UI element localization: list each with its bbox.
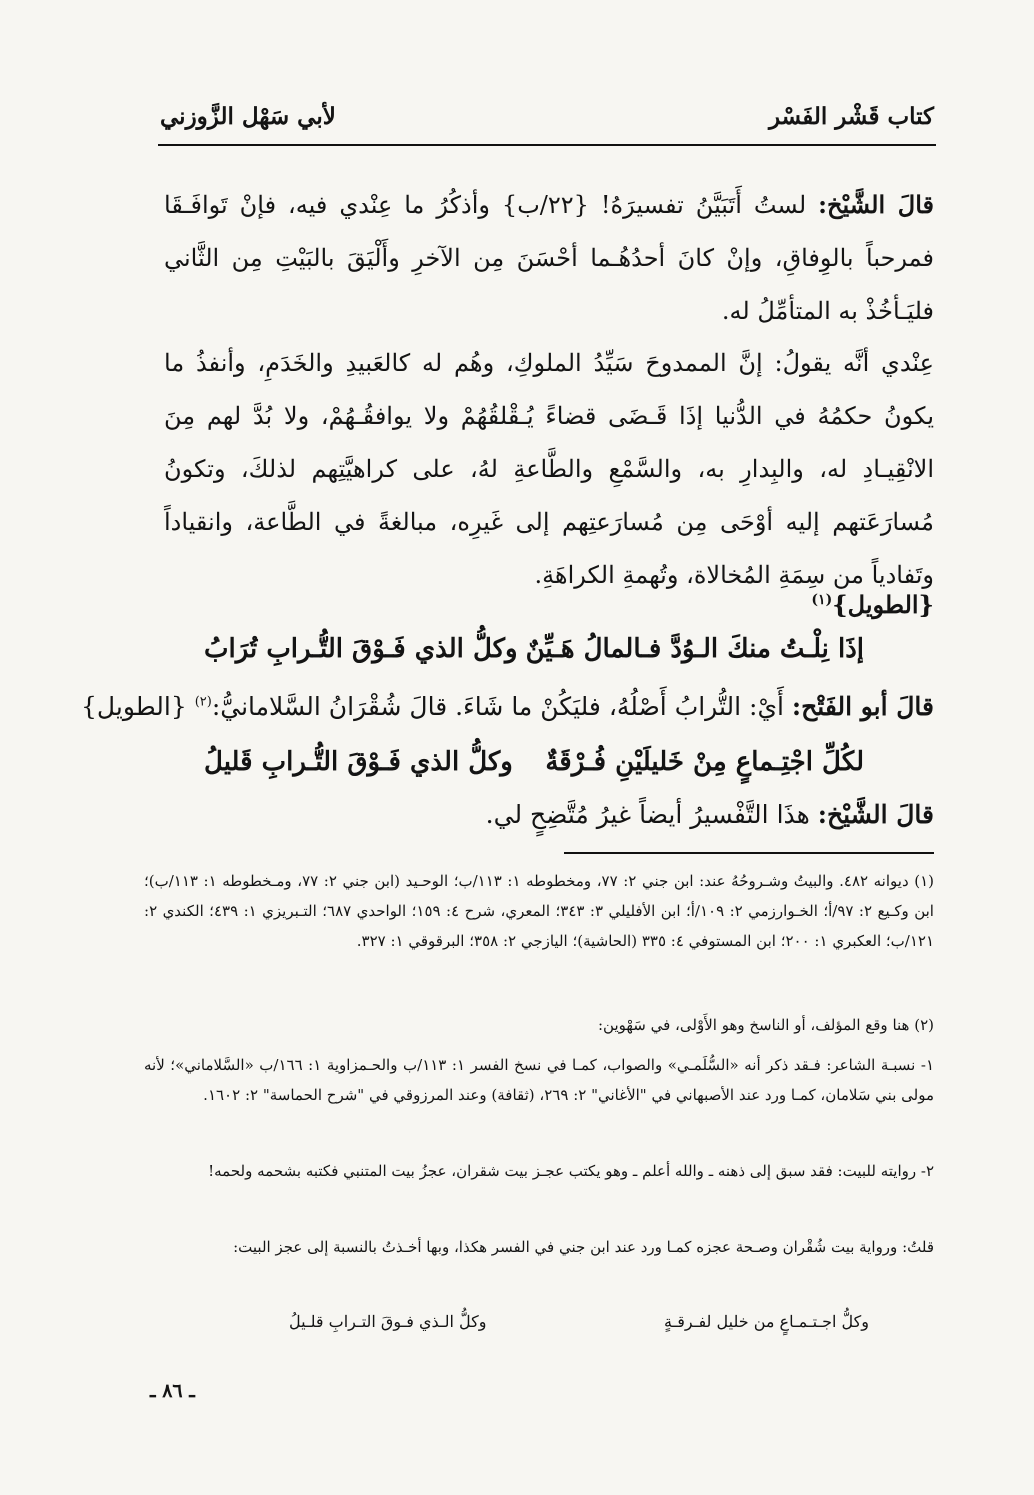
footnote-2-note: قلتُ: ورواية بيت شُقْران وصـحة عجزه كمـا ورد عند ابن جني في الفسر هكذا، وبها أخـذتُ بالنسبة إلى عجز البيت: bbox=[233, 1238, 934, 1256]
footnote-2-intro: (٢) هنا وقع المؤلف، أو الناسخ وهو الأَوْلى، في سَهْوين: bbox=[597, 1016, 934, 1034]
footnote-2-item-1: ١- نسبـة الشاعر: فـقد ذكر أنه «السُّلَمـي» والصواب، كمـا في نسخ الفسر ١: ١١٣/ب والحـمزاوية ١: ١٦٦/ب «السَّلاماني»؛ لأنه مولى بني سَلامان، كمـا ورد عند الأصبهاني في "الأغاني" ٢: ٢٦٩، (ثقافة) وعند المرزوقي في "شرح الحماسة" ٢: ١٦٠٢. bbox=[144, 1056, 935, 1104]
second-hemistich: وكلُّ الـذي فـوقَ التـرابِ قلـيلُ bbox=[289, 1312, 487, 1331]
header-rule bbox=[158, 144, 936, 146]
running-head-author: لأبي سَهْل الزَّوزني bbox=[160, 103, 336, 130]
first-hemistich: إذَا نِلْـتُ منكَ الـوُدَّ فـالمالُ هَـيِّنٌ bbox=[525, 634, 864, 664]
footnote-ref: (٢) bbox=[194, 694, 212, 710]
paragraph-commentary-1 bbox=[164, 178, 934, 338]
paragraph-text: لستُ أَتَبَيَّنُ تفسيرَهُ! {٢٢/ب} وأذكُرُ ما عِنْدي فيه، فإنْ تَوافَـقَا فمرحباً بالوِفاقِ، وإنْ كانَ أحدُهُـما أحْسَنَ مِن الآخرِ وأَلْيَقَ بالبَيْتِ مِن الثَّاني فليَـأخُذْ به المتأمِّلُ له. bbox=[164, 191, 934, 325]
footnote-verse bbox=[289, 1312, 869, 1331]
page-number: ـ ٨٦ ـ bbox=[150, 1380, 195, 1402]
speaker-label: قالَ الشَّيْخ: bbox=[817, 800, 934, 829]
commentary-text: هذَا التَّفْسيرُ أيضاً غيرُ مُتَّضِحٍ لي. bbox=[485, 800, 810, 829]
first-hemistich: لكُلِّ اجْتِـماعٍ مِنْ خَليلَيْنِ فُـرْقَةٌ bbox=[545, 747, 864, 777]
commentary-line-shaykh bbox=[144, 800, 934, 829]
second-hemistich: وكلُّ الذي فَـوْقَ التُّـرابِ تُرَابُ bbox=[204, 634, 518, 664]
paragraph-commentary-2 bbox=[164, 337, 934, 602]
footnote-separator bbox=[564, 852, 934, 854]
meter-name: {الطويل} bbox=[81, 692, 187, 721]
commentary-text: أَيْ: التُّرابُ أَصْلُهُ، فليَكُنْ ما شَاءَ. قالَ شُقْرَانُ السَّلامانيُّ: bbox=[211, 692, 784, 721]
first-hemistich: وكلُّ اجـتـمـاعٍ من خليل لفـرقـةٍ bbox=[664, 1312, 869, 1331]
meter-label bbox=[811, 590, 934, 619]
footnote-1: (١) ديوانه ٤٨٢. والبيتُ وشـروحُهُ عند: ابن جني ٢: ٧٧، ومخطوطه ١: ١١٣/ب؛ الوحـيد (ابن جني ٢: ٧٧، ومـخطوطه ١: ١١٣/ب)؛ ابن وكـيع ٢: ٩٧/أ؛ الخـوارزمي ٢: ١٠٩/أ؛ ابن الأفليلي ٣: ٣٤٣؛ المعري، شرح ٤: ١٥٩؛ الواحدي ٦٨٧؛ التـبريزي ١: ٤٣٩؛ الكندي ٢: ١٢١/ب؛ العكبري ١: ٢٠٠؛ ابن المستوفي ٤: ٣٣٥ (الحاشية)؛ اليازجي ٢: ٣٥٨؛ البرقوقي ١: ٣٢٧. bbox=[144, 872, 934, 950]
second-hemistich: وكلُّ الذي فَـوْقَ التُّـرابِ قَليلُ bbox=[204, 747, 513, 777]
paragraph-text: عِنْدي أنَّه يقولُ: إنَّ الممدوحَ سَيِّدُ الملوكِ، وهُم له كالعَبيدِ والخَدَمِ، وأنفذُ ما يكونُ حكمُهُ في الدُّنيا إذَا قَـضَى قضاءً يُـقْلقُهُمْ ولا يوافقُـهُمْ، ولا بُدَّ لهم مِنَ الانْقِيـادِ له، والبِدارِ به، والسَّمْعِ والطَّاعةِ لهُ، على كراهيَّتِهم لذلكَ، وتكونُ مُسارَعَتهم إليه أوْحَى مِن مُسارَعتِهم إلى غَيرِه، مبالغةً في الطَّاعة، وانقياداً وتَفادياً من سِمَةِ المُخالاة، وتُهمةِ الكراهَةِ. bbox=[164, 349, 934, 589]
meter-name: {الطويل} bbox=[832, 590, 934, 619]
commentary-line-abulfath bbox=[81, 692, 934, 721]
verse-line bbox=[204, 747, 864, 777]
verse-line bbox=[204, 634, 864, 664]
speaker-label: قالَ أبو الفَتْح: bbox=[791, 692, 934, 721]
speaker-label: قالَ الشَّيْخ: bbox=[818, 190, 935, 219]
running-head-title: كتاب قَشْر الفَسْر bbox=[768, 103, 934, 130]
footnote-2-item-2: ٢- روايته للبيت: فقد سبق إلى ذهنه ـ والله أعلم ـ وهو يكتب عجـز بيت شقران، عجزُ بيت المتنبي فكتبه بشحمه ولحمه! bbox=[208, 1162, 934, 1180]
footnote-ref: (١) bbox=[811, 592, 833, 608]
